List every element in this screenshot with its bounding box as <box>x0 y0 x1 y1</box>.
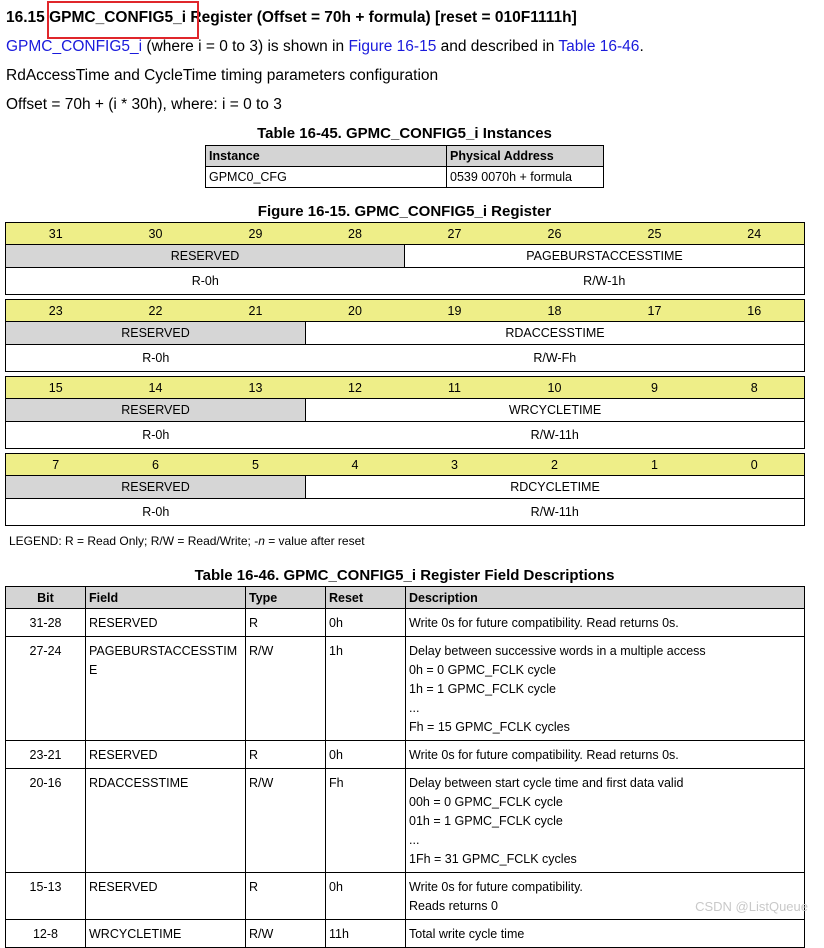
description-line: 1h = 1 GPMC_FCLK cycle <box>409 682 556 696</box>
table-row <box>6 920 805 948</box>
col-header-reset: Reset <box>326 587 406 609</box>
bit-number: 28 <box>306 223 405 245</box>
bit-number: 0 <box>705 454 805 476</box>
instances-table <box>205 145 604 188</box>
bit-number: 27 <box>405 223 505 245</box>
instance-cell: GPMC0_CFG <box>206 167 447 188</box>
field-access: R/W-11h <box>306 422 805 449</box>
description-line: Delay between successive words in a multiple access <box>409 644 706 658</box>
col-header-bit: Bit <box>6 587 86 609</box>
table-link[interactable]: Table 16-46 <box>558 38 640 55</box>
description-line: 1Fh = 31 GPMC_FCLK cycles <box>409 852 577 866</box>
type-cell: R/W <box>246 637 326 741</box>
bit-number: 26 <box>505 223 605 245</box>
description-cell <box>406 637 805 741</box>
field-access: R/W-11h <box>306 499 805 526</box>
bit-number: 10 <box>505 377 605 399</box>
field-cell: PAGEBURSTACCESSTIME <box>86 637 246 741</box>
reset-cell: 11h <box>326 920 406 948</box>
field-cell: RESERVED <box>86 741 246 769</box>
heading-rest: Register (Offset = 70h + formula) [reset = 010F1111h] <box>190 9 577 26</box>
type-cell: R <box>246 741 326 769</box>
legend <box>9 534 365 548</box>
figure-caption: Figure 16-15. GPMC_CONFIG5_i Register <box>257 203 552 220</box>
bit-cell: 15-13 <box>6 873 86 920</box>
bit-number: 4 <box>306 454 405 476</box>
instances-caption: Table 16-45. GPMC_CONFIG5_i Instances <box>257 125 552 142</box>
table-row <box>206 167 604 188</box>
legend-text-end: = value after reset <box>264 534 365 548</box>
bit-number: 1 <box>605 454 705 476</box>
field-cell: RESERVED <box>86 609 246 637</box>
bit-cell: 12-8 <box>6 920 86 948</box>
type-cell: R/W <box>246 920 326 948</box>
table-row <box>6 741 805 769</box>
instances-header-instance: Instance <box>206 146 447 167</box>
bit-number: 20 <box>306 300 405 322</box>
description-cell <box>406 920 805 948</box>
register-field: RDCYCLETIME <box>306 476 805 499</box>
description-cell <box>406 609 805 637</box>
reserved-field: RESERVED <box>6 399 306 422</box>
section-number: 16.15 <box>6 9 45 26</box>
field-cell: RESERVED <box>86 873 246 920</box>
intro-text: (where i = 0 to 3) is shown in <box>146 38 345 55</box>
bit-number: 7 <box>6 454 106 476</box>
reserved-field: RESERVED <box>6 476 306 499</box>
description-line: Reads returns 0 <box>409 899 498 913</box>
field-cell: WRCYCLETIME <box>86 920 246 948</box>
bit-number: 16 <box>705 300 805 322</box>
bit-cell: 20-16 <box>6 769 86 873</box>
bit-number: 6 <box>106 454 206 476</box>
register-field: RDACCESSTIME <box>306 322 805 345</box>
bit-number: 18 <box>505 300 605 322</box>
bit-cell: 23-21 <box>6 741 86 769</box>
bit-number: 29 <box>206 223 306 245</box>
bit-number: 11 <box>405 377 505 399</box>
reserved-access: R-0h <box>6 345 306 372</box>
register-field: PAGEBURSTACCESSTIME <box>405 245 805 268</box>
legend-text: LEGEND: R = Read Only; R/W = Read/Write; - <box>9 534 259 548</box>
register-field: WRCYCLETIME <box>306 399 805 422</box>
bit-number: 31 <box>6 223 106 245</box>
type-cell: R <box>246 873 326 920</box>
offset-line: Offset = 70h + (i * 30h), where: i = 0 to 3 <box>6 96 282 113</box>
reserved-access: R-0h <box>6 268 405 295</box>
col-header-description: Description <box>406 587 805 609</box>
reset-cell: 0h <box>326 609 406 637</box>
intro-text-and: and described in <box>440 38 555 55</box>
bit-number: 12 <box>306 377 405 399</box>
summary-line: RdAccessTime and CycleTime timing parameters configuration <box>6 67 439 84</box>
description-cell <box>406 769 805 873</box>
description-line: Fh = 15 GPMC_FCLK cycles <box>409 720 570 734</box>
field-access: R/W-1h <box>405 268 805 295</box>
description-line: Write 0s for future compatibility. Read returns 0s. <box>409 616 679 630</box>
bit-cell: 31-28 <box>6 609 86 637</box>
field-access: R/W-Fh <box>306 345 805 372</box>
bit-number: 22 <box>106 300 206 322</box>
reset-cell: 0h <box>326 741 406 769</box>
description-line: ... <box>409 701 420 715</box>
bit-number: 24 <box>705 223 805 245</box>
bit-number: 8 <box>705 377 805 399</box>
description-line: 00h = 0 GPMC_FCLK cycle <box>409 795 563 809</box>
description-line: Total write cycle time <box>409 927 525 941</box>
type-cell: R <box>246 609 326 637</box>
description-cell <box>406 741 805 769</box>
bit-number: 25 <box>605 223 705 245</box>
table-row <box>6 769 805 873</box>
intro-line <box>6 38 644 56</box>
fields-caption: Table 16-46. GPMC_CONFIG5_i Register Field Descriptions <box>194 567 615 584</box>
intro-end: . <box>639 38 644 55</box>
bit-number: 3 <box>405 454 505 476</box>
description-line: 01h = 1 GPMC_FCLK cycle <box>409 814 563 828</box>
reserved-access: R-0h <box>6 422 306 449</box>
red-highlight-box <box>47 1 199 39</box>
field-cell: RDACCESSTIME <box>86 769 246 873</box>
description-line: 0h = 0 GPMC_FCLK cycle <box>409 663 556 677</box>
bit-cell: 27-24 <box>6 637 86 741</box>
reserved-access: R-0h <box>6 499 306 526</box>
bit-number: 19 <box>405 300 505 322</box>
bit-number: 15 <box>6 377 106 399</box>
bit-number: 14 <box>106 377 206 399</box>
reserved-field: RESERVED <box>6 322 306 345</box>
bit-number: 30 <box>106 223 206 245</box>
bit-number: 2 <box>505 454 605 476</box>
address-cell: 0539 0070h + formula <box>447 167 604 188</box>
legend-n: n <box>258 534 265 548</box>
bit-number: 23 <box>6 300 106 322</box>
bit-number: 17 <box>605 300 705 322</box>
table-row <box>6 609 805 637</box>
register-figure <box>5 222 805 526</box>
description-line: Write 0s for future compatibility. Read returns 0s. <box>409 748 679 762</box>
watermark: CSDN @ListQueue <box>695 899 808 914</box>
bit-number: 5 <box>206 454 306 476</box>
type-cell: R/W <box>246 769 326 873</box>
bit-number: 13 <box>206 377 306 399</box>
description-line: Write 0s for future compatibility. <box>409 880 583 894</box>
table-row <box>6 873 805 920</box>
description-line: ... <box>409 833 420 847</box>
reset-cell: Fh <box>326 769 406 873</box>
instances-header-address: Physical Address <box>447 146 604 167</box>
description-line: Delay between start cycle time and first data valid <box>409 776 684 790</box>
bit-number: 9 <box>605 377 705 399</box>
col-header-field: Field <box>86 587 246 609</box>
reserved-field: RESERVED <box>6 245 405 268</box>
figure-link[interactable]: Figure 16-15 <box>348 38 437 55</box>
col-header-type: Type <box>246 587 326 609</box>
reset-cell: 1h <box>326 637 406 741</box>
register-name: GPMC_CONFIG5_i <box>49 9 187 26</box>
register-link[interactable]: GPMC_CONFIG5_i <box>6 38 143 55</box>
bit-number: 21 <box>206 300 306 322</box>
reset-cell: 0h <box>326 873 406 920</box>
table-row <box>6 637 805 741</box>
field-descriptions-table <box>5 586 805 948</box>
